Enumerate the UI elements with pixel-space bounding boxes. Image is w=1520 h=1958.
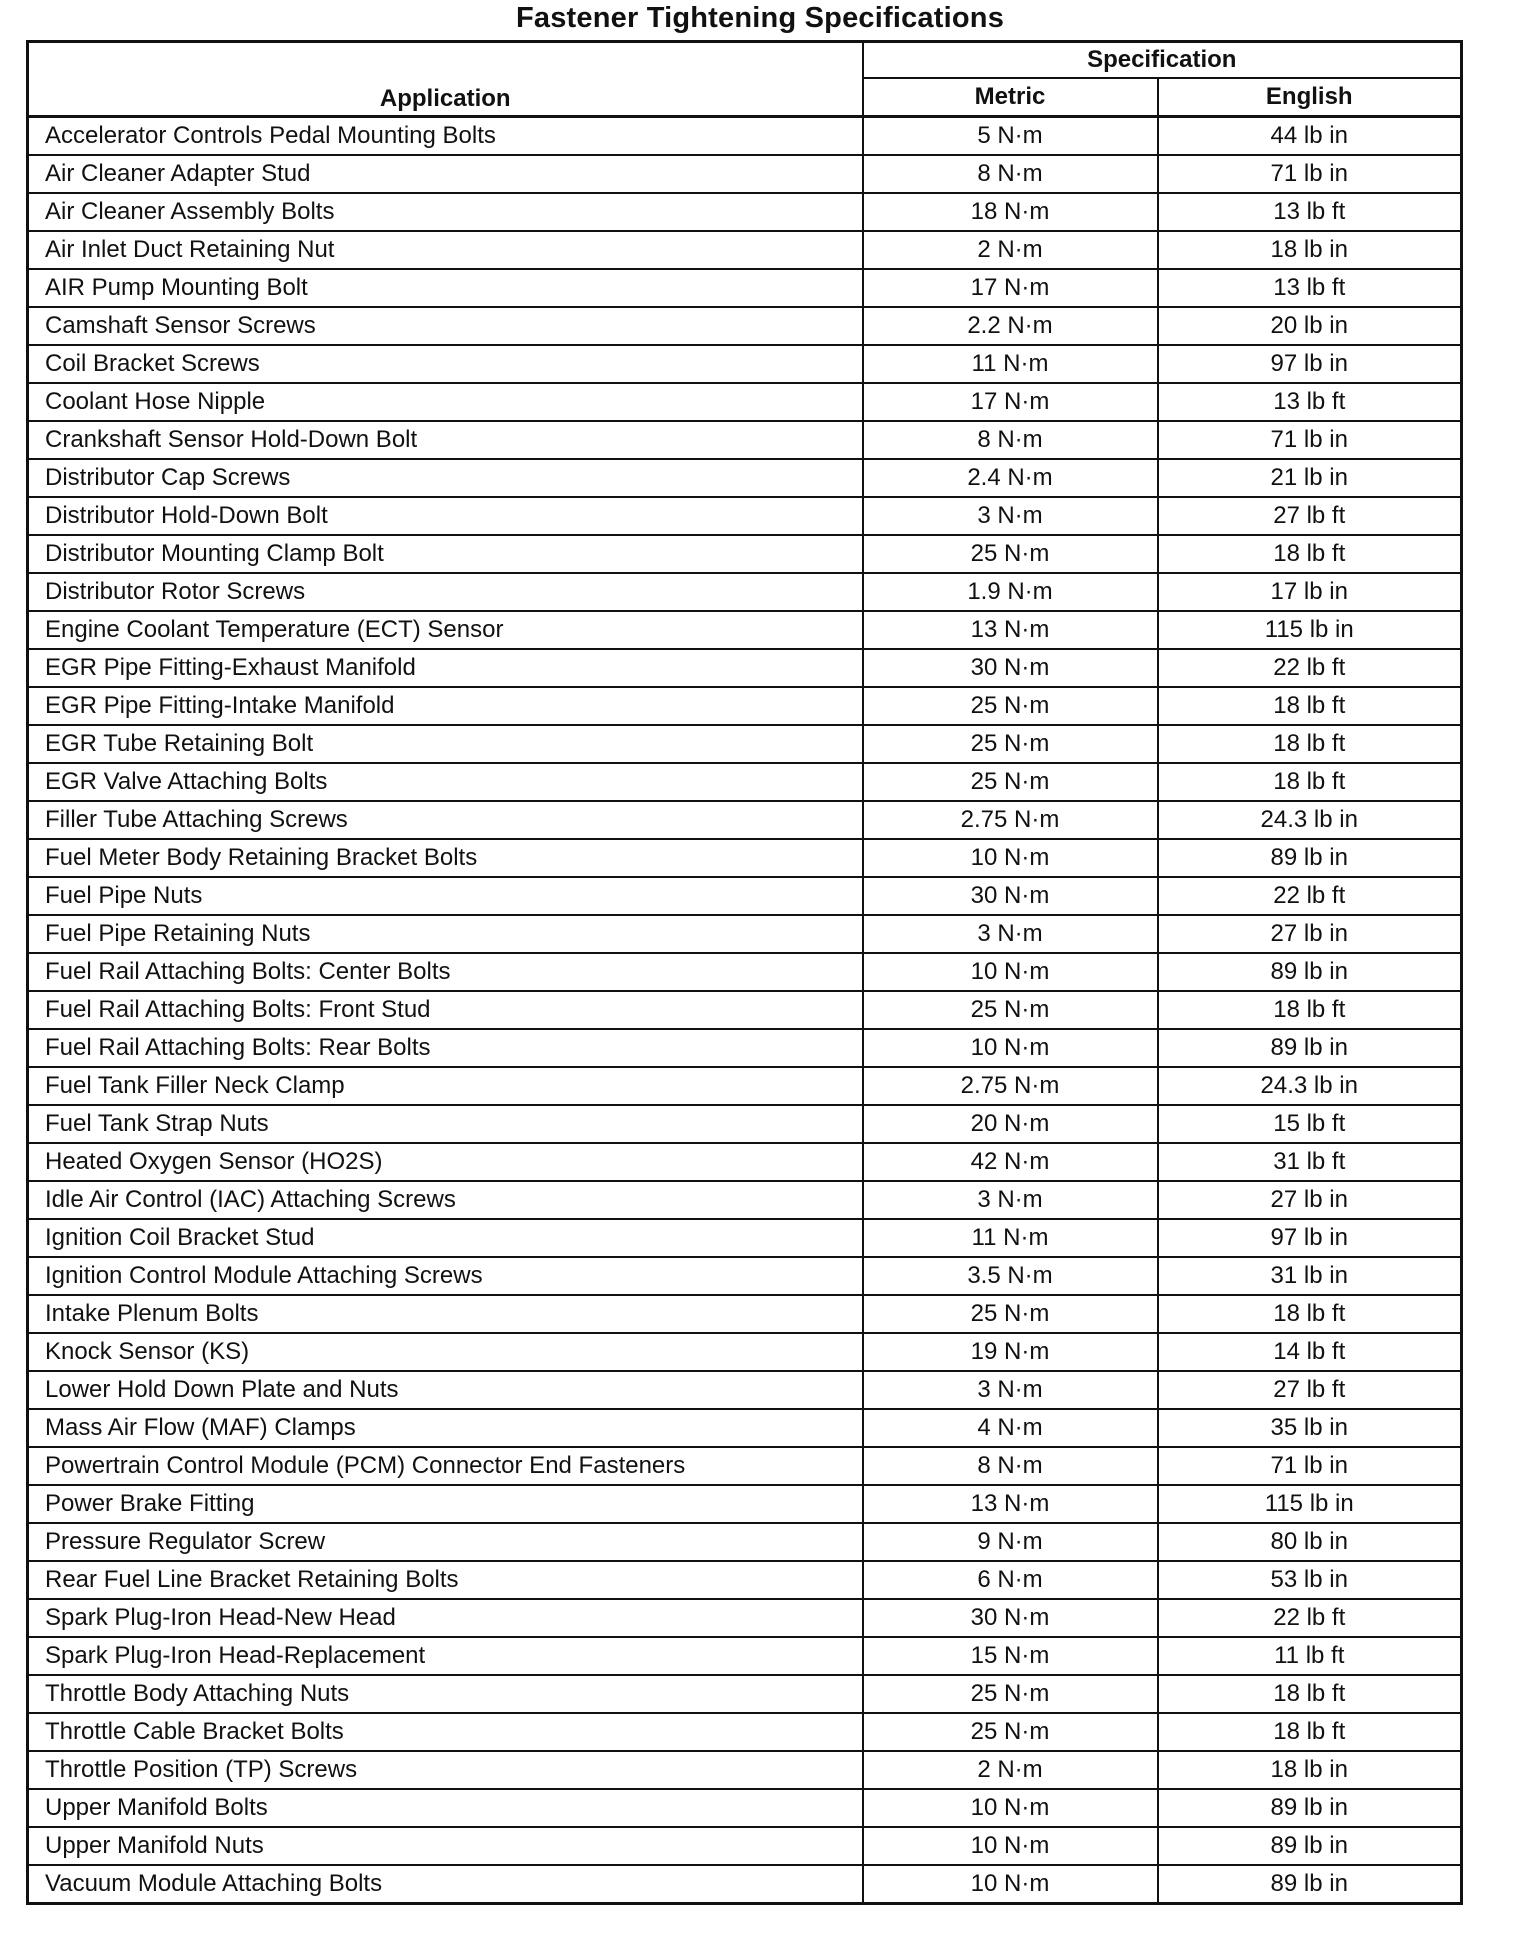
english-cell: 31 lb ft bbox=[1158, 1143, 1462, 1181]
application-cell: Vacuum Module Attaching Bolts bbox=[28, 1865, 863, 1904]
header-application: Application bbox=[28, 42, 863, 117]
english-cell: 20 lb in bbox=[1158, 307, 1462, 345]
table-row bbox=[28, 1371, 1462, 1409]
table-body bbox=[28, 117, 1462, 1904]
english-cell: 31 lb in bbox=[1158, 1257, 1462, 1295]
metric-cell: 2.4 N·m bbox=[863, 459, 1158, 497]
application-cell: Ignition Control Module Attaching Screws bbox=[28, 1257, 863, 1295]
application-cell: Fuel Pipe Retaining Nuts bbox=[28, 915, 863, 953]
english-cell: 80 lb in bbox=[1158, 1523, 1462, 1561]
metric-cell: 25 N·m bbox=[863, 991, 1158, 1029]
metric-cell: 3 N·m bbox=[863, 915, 1158, 953]
application-cell: Rear Fuel Line Bracket Retaining Bolts bbox=[28, 1561, 863, 1599]
table-row bbox=[28, 1105, 1462, 1143]
table-row bbox=[28, 1637, 1462, 1675]
metric-cell: 25 N·m bbox=[863, 687, 1158, 725]
application-cell: Distributor Mounting Clamp Bolt bbox=[28, 535, 863, 573]
english-cell: 18 lb ft bbox=[1158, 687, 1462, 725]
metric-cell: 10 N·m bbox=[863, 1789, 1158, 1827]
english-cell: 11 lb ft bbox=[1158, 1637, 1462, 1675]
application-cell: Spark Plug-Iron Head-New Head bbox=[28, 1599, 863, 1637]
header-english: English bbox=[1158, 78, 1462, 117]
metric-cell: 13 N·m bbox=[863, 611, 1158, 649]
table-row bbox=[28, 877, 1462, 915]
application-cell: Fuel Rail Attaching Bolts: Front Stud bbox=[28, 991, 863, 1029]
english-cell: 89 lb in bbox=[1158, 1865, 1462, 1904]
metric-cell: 30 N·m bbox=[863, 1599, 1158, 1637]
metric-cell: 2.75 N·m bbox=[863, 801, 1158, 839]
table-row bbox=[28, 1865, 1462, 1904]
table-row bbox=[28, 345, 1462, 383]
metric-cell: 10 N·m bbox=[863, 839, 1158, 877]
metric-cell: 6 N·m bbox=[863, 1561, 1158, 1599]
table-row bbox=[28, 459, 1462, 497]
table-row bbox=[28, 1713, 1462, 1751]
table-row bbox=[28, 687, 1462, 725]
table-row bbox=[28, 1333, 1462, 1371]
table-header bbox=[28, 42, 1462, 117]
table-row bbox=[28, 611, 1462, 649]
metric-cell: 8 N·m bbox=[863, 421, 1158, 459]
table-row bbox=[28, 383, 1462, 421]
metric-cell: 30 N·m bbox=[863, 877, 1158, 915]
metric-cell: 25 N·m bbox=[863, 763, 1158, 801]
metric-cell: 17 N·m bbox=[863, 269, 1158, 307]
metric-cell: 11 N·m bbox=[863, 345, 1158, 383]
application-cell: Distributor Cap Screws bbox=[28, 459, 863, 497]
english-cell: 13 lb ft bbox=[1158, 269, 1462, 307]
application-cell: Idle Air Control (IAC) Attaching Screws bbox=[28, 1181, 863, 1219]
english-cell: 18 lb ft bbox=[1158, 1675, 1462, 1713]
application-cell: Spark Plug-Iron Head-Replacement bbox=[28, 1637, 863, 1675]
page-title: Fastener Tightening Specifications bbox=[515, 2, 1005, 34]
table-row bbox=[28, 497, 1462, 535]
table-row bbox=[28, 1257, 1462, 1295]
metric-cell: 25 N·m bbox=[863, 1295, 1158, 1333]
metric-cell: 25 N·m bbox=[863, 535, 1158, 573]
metric-cell: 3 N·m bbox=[863, 1181, 1158, 1219]
table-row bbox=[28, 573, 1462, 611]
table-row bbox=[28, 1523, 1462, 1561]
application-cell: Fuel Meter Body Retaining Bracket Bolts bbox=[28, 839, 863, 877]
table-row bbox=[28, 1447, 1462, 1485]
english-cell: 18 lb ft bbox=[1158, 763, 1462, 801]
english-cell: 53 lb in bbox=[1158, 1561, 1462, 1599]
english-cell: 71 lb in bbox=[1158, 421, 1462, 459]
table-row bbox=[28, 155, 1462, 193]
english-cell: 89 lb in bbox=[1158, 1789, 1462, 1827]
metric-cell: 25 N·m bbox=[863, 1713, 1158, 1751]
english-cell: 24.3 lb in bbox=[1158, 1067, 1462, 1105]
english-cell: 89 lb in bbox=[1158, 953, 1462, 991]
table-row bbox=[28, 1485, 1462, 1523]
application-cell: Fuel Rail Attaching Bolts: Rear Bolts bbox=[28, 1029, 863, 1067]
application-cell: Lower Hold Down Plate and Nuts bbox=[28, 1371, 863, 1409]
application-cell: EGR Valve Attaching Bolts bbox=[28, 763, 863, 801]
table-row bbox=[28, 915, 1462, 953]
metric-cell: 3.5 N·m bbox=[863, 1257, 1158, 1295]
metric-cell: 10 N·m bbox=[863, 1865, 1158, 1904]
english-cell: 89 lb in bbox=[1158, 839, 1462, 877]
table-row bbox=[28, 1789, 1462, 1827]
table-row bbox=[28, 193, 1462, 231]
application-cell: Mass Air Flow (MAF) Clamps bbox=[28, 1409, 863, 1447]
table-row bbox=[28, 763, 1462, 801]
english-cell: 27 lb ft bbox=[1158, 1371, 1462, 1409]
application-cell: Fuel Tank Strap Nuts bbox=[28, 1105, 863, 1143]
metric-cell: 20 N·m bbox=[863, 1105, 1158, 1143]
metric-cell: 42 N·m bbox=[863, 1143, 1158, 1181]
table-row bbox=[28, 1067, 1462, 1105]
table-row bbox=[28, 1675, 1462, 1713]
table-row bbox=[28, 307, 1462, 345]
table-row bbox=[28, 991, 1462, 1029]
application-cell: Fuel Tank Filler Neck Clamp bbox=[28, 1067, 863, 1105]
table-row bbox=[28, 1219, 1462, 1257]
english-cell: 18 lb ft bbox=[1158, 725, 1462, 763]
english-cell: 17 lb in bbox=[1158, 573, 1462, 611]
english-cell: 18 lb in bbox=[1158, 1751, 1462, 1789]
metric-cell: 2 N·m bbox=[863, 1751, 1158, 1789]
english-cell: 71 lb in bbox=[1158, 155, 1462, 193]
metric-cell: 2.2 N·m bbox=[863, 307, 1158, 345]
english-cell: 24.3 lb in bbox=[1158, 801, 1462, 839]
english-cell: 18 lb ft bbox=[1158, 535, 1462, 573]
table-row bbox=[28, 1409, 1462, 1447]
application-cell: EGR Tube Retaining Bolt bbox=[28, 725, 863, 763]
application-cell: Ignition Coil Bracket Stud bbox=[28, 1219, 863, 1257]
english-cell: 13 lb ft bbox=[1158, 193, 1462, 231]
metric-cell: 2 N·m bbox=[863, 231, 1158, 269]
table-row bbox=[28, 421, 1462, 459]
metric-cell: 18 N·m bbox=[863, 193, 1158, 231]
table-row bbox=[28, 839, 1462, 877]
application-cell: Distributor Rotor Screws bbox=[28, 573, 863, 611]
english-cell: 27 lb ft bbox=[1158, 497, 1462, 535]
application-cell: EGR Pipe Fitting-Exhaust Manifold bbox=[28, 649, 863, 687]
table-row bbox=[28, 231, 1462, 269]
table-row bbox=[28, 1295, 1462, 1333]
application-cell: Power Brake Fitting bbox=[28, 1485, 863, 1523]
table-row bbox=[28, 1561, 1462, 1599]
metric-cell: 25 N·m bbox=[863, 725, 1158, 763]
metric-cell: 5 N·m bbox=[863, 117, 1158, 156]
english-cell: 21 lb in bbox=[1158, 459, 1462, 497]
table-row bbox=[28, 535, 1462, 573]
english-cell: 13 lb ft bbox=[1158, 383, 1462, 421]
table-row bbox=[28, 953, 1462, 991]
english-cell: 97 lb in bbox=[1158, 345, 1462, 383]
application-cell: Camshaft Sensor Screws bbox=[28, 307, 863, 345]
metric-cell: 11 N·m bbox=[863, 1219, 1158, 1257]
table-row bbox=[28, 117, 1462, 156]
english-cell: 22 lb ft bbox=[1158, 649, 1462, 687]
application-cell: Air Inlet Duct Retaining Nut bbox=[28, 231, 863, 269]
table-row bbox=[28, 649, 1462, 687]
metric-cell: 25 N·m bbox=[863, 1675, 1158, 1713]
application-cell: Throttle Body Attaching Nuts bbox=[28, 1675, 863, 1713]
table-row bbox=[28, 1181, 1462, 1219]
metric-cell: 17 N·m bbox=[863, 383, 1158, 421]
metric-cell: 8 N·m bbox=[863, 155, 1158, 193]
english-cell: 89 lb in bbox=[1158, 1827, 1462, 1865]
metric-cell: 10 N·m bbox=[863, 953, 1158, 991]
table-row bbox=[28, 269, 1462, 307]
application-cell: Fuel Pipe Nuts bbox=[28, 877, 863, 915]
english-cell: 22 lb ft bbox=[1158, 877, 1462, 915]
metric-cell: 2.75 N·m bbox=[863, 1067, 1158, 1105]
metric-cell: 8 N·m bbox=[863, 1447, 1158, 1485]
metric-cell: 30 N·m bbox=[863, 649, 1158, 687]
metric-cell: 4 N·m bbox=[863, 1409, 1158, 1447]
english-cell: 18 lb in bbox=[1158, 231, 1462, 269]
metric-cell: 9 N·m bbox=[863, 1523, 1158, 1561]
table-row bbox=[28, 1143, 1462, 1181]
application-cell: Upper Manifold Nuts bbox=[28, 1827, 863, 1865]
table-row bbox=[28, 1827, 1462, 1865]
english-cell: 97 lb in bbox=[1158, 1219, 1462, 1257]
application-cell: Knock Sensor (KS) bbox=[28, 1333, 863, 1371]
application-cell: Coil Bracket Screws bbox=[28, 345, 863, 383]
table-row bbox=[28, 801, 1462, 839]
application-cell: Upper Manifold Bolts bbox=[28, 1789, 863, 1827]
application-cell: Throttle Position (TP) Screws bbox=[28, 1751, 863, 1789]
english-cell: 71 lb in bbox=[1158, 1447, 1462, 1485]
fastener-spec-table bbox=[26, 40, 1463, 1905]
header-metric: Metric bbox=[863, 78, 1158, 117]
metric-cell: 10 N·m bbox=[863, 1029, 1158, 1067]
metric-cell: 15 N·m bbox=[863, 1637, 1158, 1675]
application-cell: Throttle Cable Bracket Bolts bbox=[28, 1713, 863, 1751]
english-cell: 35 lb in bbox=[1158, 1409, 1462, 1447]
english-cell: 27 lb in bbox=[1158, 915, 1462, 953]
table-row bbox=[28, 725, 1462, 763]
header-specification: Specification bbox=[863, 42, 1462, 79]
table-row bbox=[28, 1751, 1462, 1789]
english-cell: 27 lb in bbox=[1158, 1181, 1462, 1219]
application-cell: Air Cleaner Assembly Bolts bbox=[28, 193, 863, 231]
english-cell: 18 lb ft bbox=[1158, 991, 1462, 1029]
application-cell: Accelerator Controls Pedal Mounting Bolts bbox=[28, 117, 863, 156]
metric-cell: 10 N·m bbox=[863, 1827, 1158, 1865]
application-cell: Crankshaft Sensor Hold-Down Bolt bbox=[28, 421, 863, 459]
application-cell: AIR Pump Mounting Bolt bbox=[28, 269, 863, 307]
application-cell: Heated Oxygen Sensor (HO2S) bbox=[28, 1143, 863, 1181]
application-cell: Coolant Hose Nipple bbox=[28, 383, 863, 421]
application-cell: Engine Coolant Temperature (ECT) Sensor bbox=[28, 611, 863, 649]
english-cell: 44 lb in bbox=[1158, 117, 1462, 156]
metric-cell: 13 N·m bbox=[863, 1485, 1158, 1523]
english-cell: 18 lb ft bbox=[1158, 1713, 1462, 1751]
metric-cell: 19 N·m bbox=[863, 1333, 1158, 1371]
english-cell: 14 lb ft bbox=[1158, 1333, 1462, 1371]
metric-cell: 3 N·m bbox=[863, 1371, 1158, 1409]
english-cell: 115 lb in bbox=[1158, 1485, 1462, 1523]
application-cell: Powertrain Control Module (PCM) Connector End Fasteners bbox=[28, 1447, 863, 1485]
application-cell: EGR Pipe Fitting-Intake Manifold bbox=[28, 687, 863, 725]
table-row bbox=[28, 1599, 1462, 1637]
metric-cell: 3 N·m bbox=[863, 497, 1158, 535]
english-cell: 15 lb ft bbox=[1158, 1105, 1462, 1143]
english-cell: 89 lb in bbox=[1158, 1029, 1462, 1067]
english-cell: 22 lb ft bbox=[1158, 1599, 1462, 1637]
application-cell: Distributor Hold-Down Bolt bbox=[28, 497, 863, 535]
application-cell: Fuel Rail Attaching Bolts: Center Bolts bbox=[28, 953, 863, 991]
application-cell: Filler Tube Attaching Screws bbox=[28, 801, 863, 839]
english-cell: 115 lb in bbox=[1158, 611, 1462, 649]
metric-cell: 1.9 N·m bbox=[863, 573, 1158, 611]
english-cell: 18 lb ft bbox=[1158, 1295, 1462, 1333]
application-cell: Intake Plenum Bolts bbox=[28, 1295, 863, 1333]
application-cell: Pressure Regulator Screw bbox=[28, 1523, 863, 1561]
table-row bbox=[28, 1029, 1462, 1067]
application-cell: Air Cleaner Adapter Stud bbox=[28, 155, 863, 193]
